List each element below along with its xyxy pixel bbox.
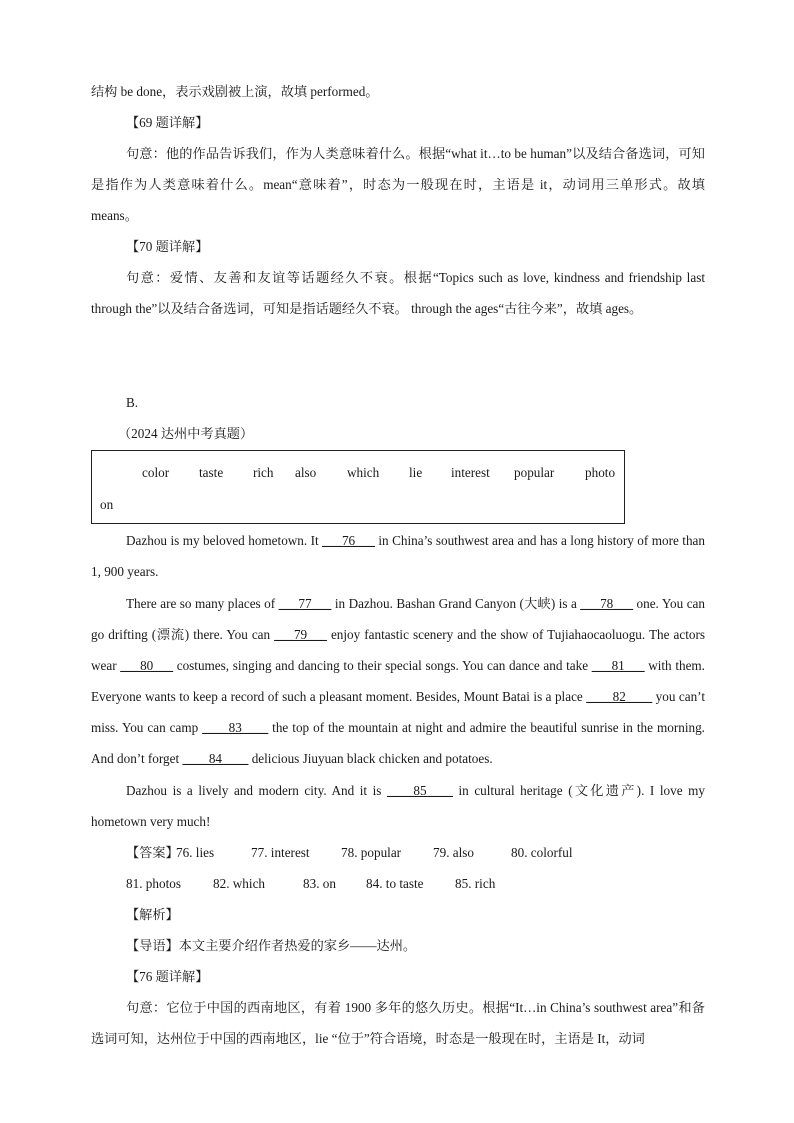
blank-76: ___76___: [322, 533, 375, 548]
answers-label: 【答案】: [126, 845, 179, 860]
section-b-label: B.: [126, 395, 139, 410]
intro-guide: 【导语】本文主要介绍作者热爱的家乡——达州。: [126, 938, 417, 953]
answer-77: 77. interest: [251, 845, 310, 860]
blank-78: ___78___: [580, 596, 634, 611]
q70-heading: 【70 题详解】: [126, 239, 209, 254]
text-run: Dazhou is my beloved hometown. It: [126, 533, 323, 548]
text-run: you can’t miss. You can camp: [91, 689, 705, 735]
answer-82: 82. which: [213, 876, 266, 891]
text-run: There are so many places of: [126, 596, 279, 611]
text-run: costumes, singing and dancing to their special songs. You can dance and take: [173, 658, 592, 673]
blank-84: ____84____: [182, 751, 249, 766]
word-on: on: [100, 497, 114, 512]
answer-81: 81. photos: [126, 876, 181, 891]
word-color: color: [142, 465, 170, 480]
passage-paragraph-1: [91, 525, 705, 587]
blank-77: ___77___: [278, 596, 332, 611]
passage-paragraph-3: [91, 775, 705, 837]
paragraph-performed: 结构 be done，表示戏剧被上演，故填 performed。: [91, 84, 379, 99]
word-also: also: [295, 465, 317, 480]
blank-79: ___79___: [274, 627, 327, 642]
word-photo: photo: [585, 465, 616, 480]
passage-paragraph-2: [91, 588, 705, 774]
text-run: the top of the mountain at night and admire the beautiful sunrise in the morning. And don’t forget: [91, 720, 705, 766]
text-run: Dazhou is a lively and modern city. And it is: [126, 783, 387, 798]
word-popular: popular: [514, 465, 555, 480]
text-run: with them. Everyone wants to keep a record of such a pleasant moment. Besides, Mount Batai is a place: [91, 658, 705, 704]
source-label: （2024 达州中考真题）: [118, 426, 254, 441]
answer-80: 80. colorful: [511, 845, 573, 860]
answer-85: 85. rich: [455, 876, 496, 891]
analysis-heading: 【解析】: [126, 907, 179, 922]
blank-82: ____82____: [586, 689, 653, 704]
blank-80: ___80___: [120, 658, 174, 673]
text-run: in China’s southwest area and has a long history of more than 1, 900 years.: [91, 533, 705, 579]
answer-76: 76. lies: [176, 845, 215, 860]
q69-heading: 【69 题详解】: [126, 115, 209, 130]
word-which: which: [347, 465, 380, 480]
word-bank-box: [91, 450, 625, 524]
text-run: delicious Jiuyuan black chicken and potatoes.: [248, 751, 493, 766]
answer-78: 78. popular: [341, 845, 402, 860]
blank-85: ____85____: [387, 783, 453, 798]
word-taste: taste: [199, 465, 224, 480]
text-run: one. You can go drifting (漂流) there. You can: [91, 596, 705, 642]
blank-81: ___81___: [591, 658, 645, 673]
word-rich: rich: [253, 465, 274, 480]
answer-83: 83. on: [303, 876, 336, 891]
q69-explanation: 句意：他的作品告诉我们，作为人类意味着什么。根据“what it…to be human”以及结合备选词，可知是指作为人类意味着什么。mean“意味着”，时态为一般现在时，主语是 it，动词用三单形式。故填 means。: [91, 146, 705, 223]
answer-79: 79. also: [433, 845, 475, 860]
q76-explanation: 句意：它位于中国的西南地区，有着 1900 多年的悠久历史。根据“It…in China’s southwest area”和备选词可知，达州位于中国的西南地区，lie “位于”符合语境，时态是一般现在时，主语是 It，动词: [91, 1000, 705, 1046]
blank-83: ____83____: [202, 720, 269, 735]
q76-heading: 【76 题详解】: [126, 969, 209, 984]
text-run: in cultural heritage (文化遗产). I love my hometown very much!: [91, 783, 706, 829]
word-interest: interest: [451, 465, 490, 480]
text-run: enjoy fantastic scenery and the show of Tujiahaocaoluogu. The actors wear: [91, 627, 705, 673]
word-lie: lie: [409, 465, 423, 480]
answer-84: 84. to taste: [366, 876, 424, 891]
text-run: in Dazhou. Bashan Grand Canyon (大峡) is a: [331, 596, 581, 611]
q70-explanation: 句意：爱情、友善和友谊等话题经久不衰。根据“Topics such as love, kindness and friendship last through the”以及结合备选词，可知是指话题经久不衰。 through the ages“古往今来”，故填 ages。: [91, 270, 705, 316]
